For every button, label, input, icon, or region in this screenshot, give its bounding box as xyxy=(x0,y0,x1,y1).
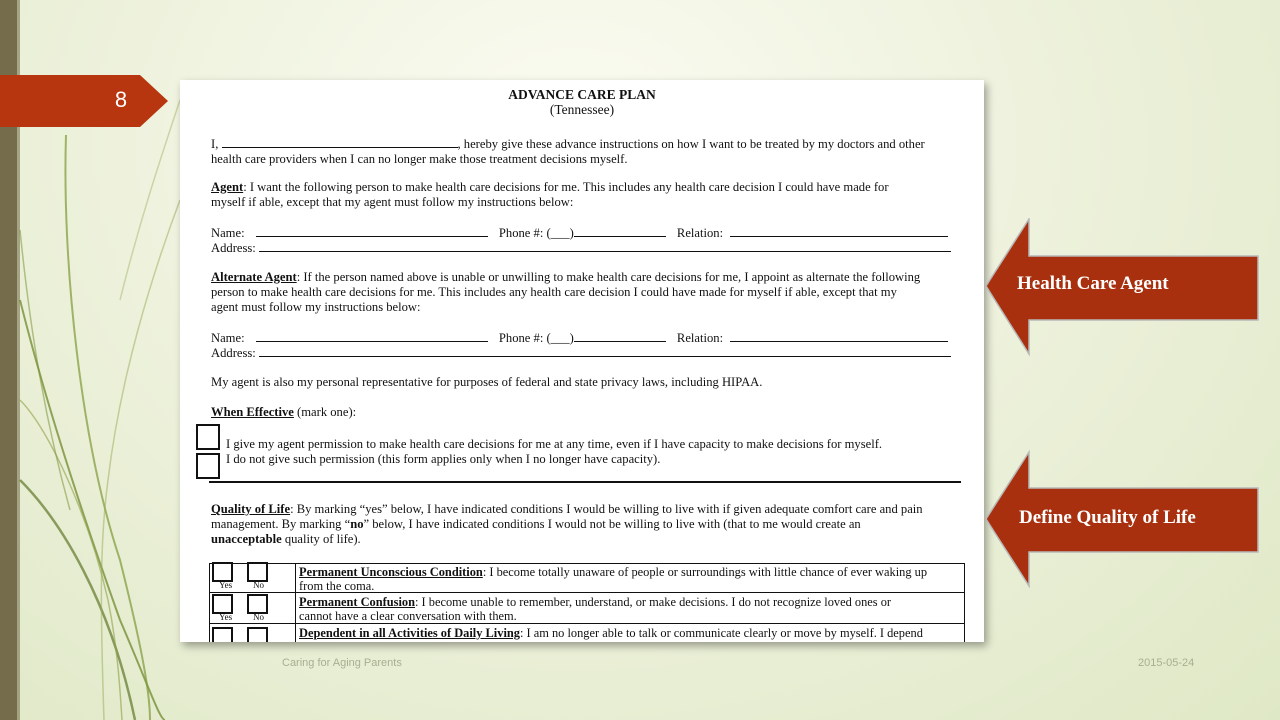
alternate-address-label: Address: xyxy=(211,346,256,360)
alternate-agent-paragraph xyxy=(211,270,961,315)
agent-paragraph xyxy=(211,180,961,210)
quality-of-life-unacceptable-word: unacceptable xyxy=(211,532,282,546)
alternate-name-row xyxy=(211,330,961,346)
intro-text-a: I, xyxy=(211,137,219,151)
callout-define-quality-of-life: Define Quality of Life xyxy=(1019,507,1196,528)
callout-health-care-agent: Health Care Agent xyxy=(1017,273,1169,294)
effective-option1-text: I give my agent permission to make health care decisions for me at any time, even if I have capacity to make decisions for myself. xyxy=(226,437,883,451)
alternate-relation-label: Relation: xyxy=(676,331,724,345)
effective-option1-checkbox xyxy=(196,424,220,450)
alternate-agent-heading: Alternate Agent xyxy=(211,270,297,284)
hipaa-statement: My agent is also my personal representative for purposes of federal and state privacy laws, including HIPAA. xyxy=(211,375,763,389)
form-subtitle: (Tennessee) xyxy=(549,102,615,117)
no-checkbox xyxy=(247,627,268,642)
when-effective-heading-row xyxy=(211,405,961,420)
condition-heading: Dependent in all Activities of Daily Living xyxy=(299,626,520,640)
when-effective-heading: When Effective xyxy=(211,405,294,419)
quality-of-life-table xyxy=(209,563,965,642)
alternate-phone-label: Phone #: xyxy=(498,331,544,345)
agent-name-label: Name: xyxy=(211,226,245,240)
agent-address-line xyxy=(259,240,951,252)
alternate-relation-line xyxy=(730,330,948,342)
intro-text-line2: health care providers when I can no longer make those treatment decisions myself. xyxy=(211,152,628,166)
condition-text-line2: cannot have a clear conversation with them. xyxy=(299,609,517,623)
agent-name-row xyxy=(211,225,961,241)
section-divider xyxy=(209,481,961,483)
table-row xyxy=(210,564,964,593)
alternate-agent-text-line3: agent must follow my instructions below: xyxy=(211,300,421,314)
quality-of-life-paragraph xyxy=(211,502,961,547)
alternate-address-line xyxy=(259,345,951,357)
agent-text-line1: : I want the following person to make health care decisions for me. This includes any health care decision I could have made for xyxy=(243,180,889,194)
condition-heading: Permanent Unconscious Condition xyxy=(299,565,483,579)
agent-address-label: Address: xyxy=(211,241,256,255)
quality-of-life-heading: Quality of Life xyxy=(211,502,291,516)
quality-of-life-no-word: no xyxy=(350,517,364,531)
alternate-agent-text-line1: : If the person named above is unable or unwilling to make health care decisions for me, I appoint as alternate the following xyxy=(296,270,921,284)
yes-label: Yes xyxy=(219,580,233,590)
quality-of-life-text-line2a: management. By marking “ xyxy=(211,517,351,531)
alternate-phone-paren: (___) xyxy=(546,331,574,345)
form-title: ADVANCE CARE PLAN xyxy=(508,87,656,102)
quality-of-life-text-line3: quality of life). xyxy=(281,532,361,546)
agent-relation-label: Relation: xyxy=(676,226,724,240)
agent-phone-label: Phone #: xyxy=(498,226,544,240)
intro-paragraph xyxy=(211,136,961,167)
footer-date: 2015-05-24 xyxy=(1138,657,1195,669)
condition-text-line1: : I become totally unaware of people or surroundings with little chance of ever waking up xyxy=(482,565,928,579)
effective-option2-text: I do not give such permission (this form applies only when I no longer have capacity). xyxy=(226,452,661,466)
intro-text-b: , hereby give these advance instructions on how I want to be treated by my doctors and other xyxy=(457,137,925,151)
name-blank-line xyxy=(222,136,458,148)
quality-of-life-text-line2c: ” below, I have indicated conditions I would not be willing to live with (that to me would create an xyxy=(363,517,861,531)
page-number-tab xyxy=(0,75,168,127)
condition-text-line1: : I am no longer able to talk or communicate clearly or move by myself. I depend xyxy=(519,626,923,640)
condition-text xyxy=(299,626,959,640)
condition-heading: Permanent Confusion xyxy=(299,595,415,609)
condition-text xyxy=(299,595,959,623)
advance-care-plan-form-image xyxy=(180,80,984,642)
agent-relation-line xyxy=(730,225,948,237)
alternate-phone-line xyxy=(574,330,666,342)
alternate-name-line xyxy=(256,330,488,342)
footer-title: Caring for Aging Parents xyxy=(282,657,402,669)
alternate-agent-text-line2: person to make health care decisions for me. This includes any health care decision I could have made for myself if able, except that my xyxy=(211,285,897,299)
agent-name-line xyxy=(256,225,488,237)
condition-text-line2: from the coma. xyxy=(299,579,375,593)
yes-checkbox xyxy=(212,627,233,642)
yes-label: Yes xyxy=(219,612,233,622)
agent-phone-line xyxy=(574,225,666,237)
table-row xyxy=(210,593,964,624)
agent-heading: Agent xyxy=(211,180,244,194)
no-label: No xyxy=(253,580,264,590)
no-label: No xyxy=(253,612,264,622)
condition-text xyxy=(299,565,959,593)
table-row xyxy=(210,624,964,642)
agent-phone-paren: (___) xyxy=(546,226,574,240)
page-number: 8 xyxy=(114,87,128,112)
effective-option2-checkbox xyxy=(196,453,220,479)
agent-text-line2: myself if able, except that my agent must follow my instructions below: xyxy=(211,195,574,209)
quality-of-life-text-line1: : By marking “yes” below, I have indicated conditions I would be willing to live with if given adequate comfort care and pain xyxy=(290,502,923,516)
alternate-address-row xyxy=(211,345,961,361)
condition-text-line1: : I become unable to remember, understand, or make decisions. I do not recognize loved ones or xyxy=(415,595,892,609)
alternate-name-label: Name: xyxy=(211,331,245,345)
when-effective-note: (mark one): xyxy=(297,405,357,419)
agent-address-row xyxy=(211,240,961,256)
